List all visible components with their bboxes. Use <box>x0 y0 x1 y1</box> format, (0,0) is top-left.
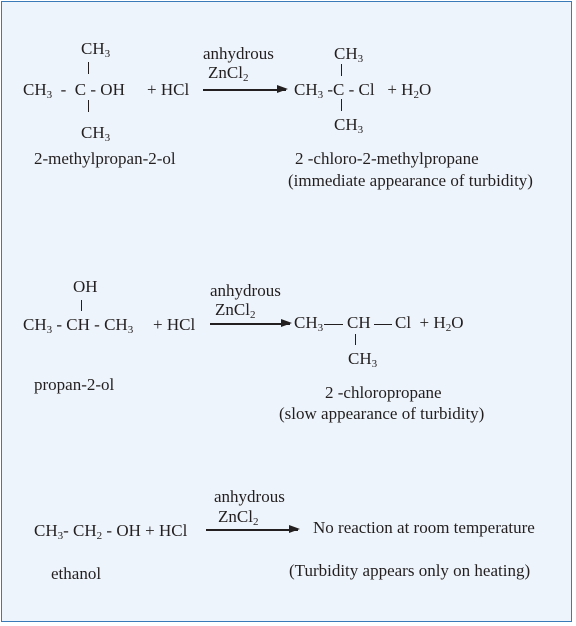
r2-product-ch: CH <box>347 313 371 332</box>
r1-observation: (immediate appearance of turbidity) <box>288 171 533 190</box>
r2-reactant-main: $CH_3$ - CH - $CH_3$ <box>23 315 134 336</box>
r3-observation: (Turbidity appears only on heating) <box>289 561 531 580</box>
r1-product-bottom-bond <box>341 99 342 111</box>
r1-condition-zncl2: ZnCl$_2$ <box>208 63 249 84</box>
r1-reaction-arrow <box>203 89 286 91</box>
r1-plus-hcl: + HCl <box>147 80 190 99</box>
r2-product-bottom-bond <box>355 334 356 345</box>
r1-product-name: 2 -chloro-2-methylpropane <box>295 149 479 168</box>
r1-reactant-bottom-bond <box>88 100 89 112</box>
r2-reactant-hydroxyl: OH <box>73 277 98 296</box>
r3-reactant-main: $CH_3-$ $CH_2$ - OH + HCl <box>34 521 188 542</box>
r3-condition-anhydrous: anhydrous <box>214 487 285 506</box>
r2-product-bond-1 <box>324 324 343 325</box>
r2-reactant-name: propan-2-ol <box>34 375 115 394</box>
r1-reactant-name: 2-methylpropan-2-ol <box>34 149 176 168</box>
r1-condition-anhydrous: anhydrous <box>203 44 274 63</box>
r2-product-bottom-methyl: $CH_3$ <box>348 349 378 370</box>
r2-product-bond-2 <box>374 324 392 325</box>
r1-reactant-main: $CH_3$ - C - OH <box>23 80 125 101</box>
r1-product-top-bond <box>341 64 342 76</box>
r2-condition-zncl2: ZnCl$_2$ <box>215 300 256 321</box>
r3-result: No reaction at room temperature <box>313 518 535 537</box>
r3-condition-zncl2: ZnCl$_2$ <box>218 507 259 528</box>
r1-product-main: $CH_3$ $-C - Cl + H_2O$ <box>294 80 432 101</box>
reactions-panel <box>1 1 572 622</box>
r1-product-top-methyl: $CH_3$ <box>334 44 364 65</box>
r1-product-bottom-methyl: $CH_3$ <box>334 115 364 136</box>
r2-reactant-top-bond <box>81 300 82 311</box>
r1-reactant-top-methyl: $CH_3$ <box>81 39 111 60</box>
r2-plus-hcl: + HCl <box>153 315 196 334</box>
r2-product-main-left: $CH_3$ <box>294 313 324 334</box>
r2-condition-anhydrous: anhydrous <box>210 281 281 300</box>
r3-reaction-arrow <box>206 529 298 531</box>
r1-reactant-top-bond <box>88 62 89 74</box>
r2-observation: (slow appearance of turbidity) <box>279 404 485 423</box>
r2-reaction-arrow <box>210 323 290 325</box>
r1-reactant-bottom-methyl: $CH_3$ <box>81 123 111 144</box>
r2-product-cl: $Cl + H_2O$ <box>395 313 464 334</box>
r3-reactant-name: ethanol <box>51 564 102 583</box>
r2-product-name: 2 -chloropropane <box>325 383 442 402</box>
